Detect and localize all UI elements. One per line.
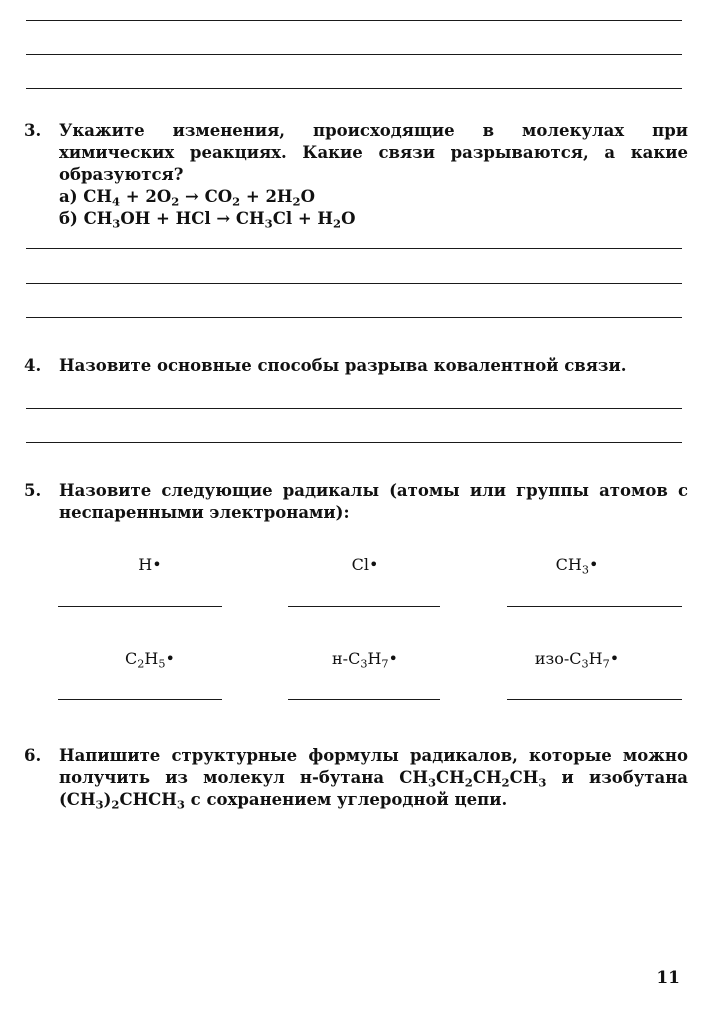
answer-line[interactable] (26, 248, 682, 249)
radical-answer-line[interactable] (507, 606, 682, 607)
answer-line[interactable] (26, 317, 682, 318)
reaction-label: б) (59, 209, 78, 228)
question-text: Напишите структурные формулы радикалов, которые можно получить из молекул н-бутана $CH_3CH_2CH_2CH_3$ и изобутана $(CH_3)_2CHCH_3$ с сохранением углеродной цепи. (59, 746, 688, 812)
question-number: 6. (24, 746, 42, 765)
reaction-b (59, 208, 688, 230)
radical-label: $C_2H_5•$ (125, 649, 175, 671)
question-text: Назовите следующие радикалы (атомы или группы атомов с неспаренными электронами): (59, 481, 688, 522)
answer-line[interactable] (26, 20, 682, 21)
page-number: 11 (656, 968, 680, 988)
question-number: 4. (24, 356, 42, 375)
radical-answer-line[interactable] (288, 699, 440, 700)
answer-line[interactable] (26, 88, 682, 89)
radical-answer-line[interactable] (58, 606, 222, 607)
radical-label: Cl• (351, 555, 379, 574)
question-text: Назовите основные способы разрыва ковалентной связи. (59, 356, 627, 375)
question-6 (24, 745, 688, 811)
answer-line[interactable] (26, 54, 682, 55)
question-5 (24, 480, 688, 524)
radical-label: H• (138, 555, 162, 574)
reaction-equation: $CH_4 + 2O_2 \to CO_2 + 2H_2O$ (83, 187, 315, 209)
question-4 (24, 355, 688, 377)
radical-label: изо-$C_3H_7•$ (534, 649, 620, 671)
radical-answer-line[interactable] (58, 699, 222, 700)
question-number: 5. (24, 481, 42, 500)
question-number: 3. (24, 121, 42, 140)
radical-answer-line[interactable] (507, 699, 682, 700)
answer-line[interactable] (26, 442, 682, 443)
question-text: Укажите изменения, происходящие в молекулах при химических реакциях. Какие связи разрываются, а какие образуются? (59, 121, 688, 184)
reaction-a (59, 186, 688, 208)
question-3 (24, 120, 688, 230)
answer-line[interactable] (26, 408, 682, 409)
radical-answer-line[interactable] (288, 606, 440, 607)
answer-line[interactable] (26, 283, 682, 284)
reaction-equation: $CH_3OH$ + HCl → $CH_3Cl + H_2O$ (83, 209, 356, 231)
radical-label: $CH_3•$ (555, 555, 599, 577)
radical-label: $н-C_3H_7•$ (332, 649, 398, 671)
reaction-label: а) (59, 187, 78, 206)
